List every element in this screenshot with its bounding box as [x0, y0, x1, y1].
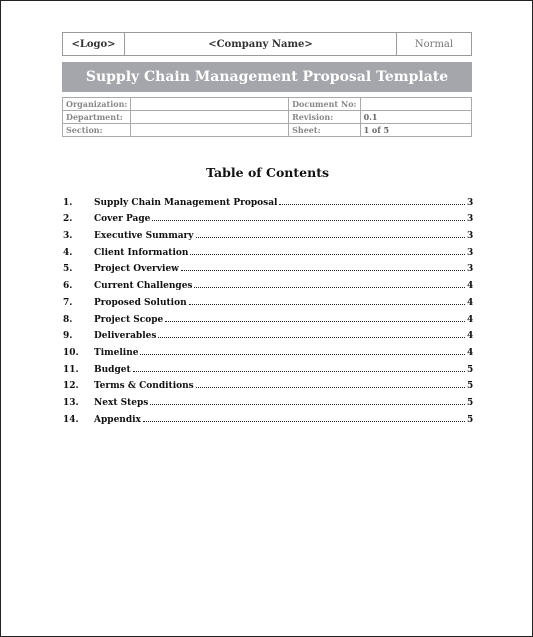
toc-entry-number: 1.: [63, 197, 73, 208]
toc-dot-leader: [150, 404, 465, 405]
toc-entry-number: 7.: [63, 297, 73, 308]
toc-entry-page: 4: [467, 297, 474, 308]
toc-entry[interactable]: [63, 291, 473, 308]
toc-dot-leader: [190, 254, 465, 255]
toc-heading: Table of Contents: [205, 165, 330, 180]
header-table: [62, 32, 472, 56]
toc-dot-leader: [143, 421, 465, 422]
document-no-label: Document No:: [289, 98, 360, 111]
toc-entry[interactable]: [63, 241, 473, 258]
toc-entry-number: 12.: [63, 381, 79, 392]
toc-entry-page: 4: [467, 281, 474, 292]
toc-entry-number: 14.: [63, 414, 79, 425]
document-title: Supply Chain Management Proposal Template: [62, 62, 472, 92]
toc-dot-leader: [189, 304, 465, 305]
revision-label: Revision:: [289, 111, 360, 124]
toc-dot-leader: [194, 287, 465, 288]
revision-value: 0.1: [360, 111, 471, 124]
toc-entry-number: 8.: [63, 314, 73, 325]
toc-dot-leader: [152, 220, 465, 221]
toc-entry[interactable]: [63, 224, 473, 241]
toc-dot-leader: [181, 270, 465, 271]
toc-entry-page: 4: [467, 331, 474, 342]
toc-dot-leader: [133, 371, 465, 372]
toc-entry-page: 5: [467, 381, 474, 392]
toc-entry-page: 3: [467, 231, 474, 242]
organization-label: Organization:: [63, 98, 131, 111]
organization-value: [131, 98, 289, 111]
toc-dot-leader: [165, 321, 465, 322]
toc-entry-label[interactable]: Project Scope: [94, 314, 164, 325]
document-no-value: [360, 98, 471, 111]
toc-entry-label[interactable]: Project Overview: [94, 264, 179, 275]
toc-entry[interactable]: [63, 325, 473, 342]
section-label: Section:: [63, 124, 131, 137]
toc-entry-label[interactable]: Current Challenges: [94, 281, 193, 292]
toc-entry[interactable]: [63, 208, 473, 225]
section-value: [131, 124, 289, 137]
toc-dot-leader: [140, 354, 465, 355]
toc-entry-label[interactable]: Supply Chain Management Proposal: [94, 197, 278, 208]
toc-entry-label[interactable]: Appendix: [94, 414, 141, 425]
toc-entry-label[interactable]: Cover Page: [94, 214, 151, 225]
sheet-value: 1 of 5: [360, 124, 471, 137]
toc-entry-page: 5: [467, 414, 474, 425]
toc-entry-label[interactable]: Proposed Solution: [94, 297, 187, 308]
toc-entry-page: 3: [467, 214, 474, 225]
toc-entry-label[interactable]: Next Steps: [94, 397, 149, 408]
toc-entry-page: 4: [467, 314, 474, 325]
toc-entry-number: 9.: [63, 331, 73, 342]
toc-entry-page: 5: [467, 364, 474, 375]
logo-placeholder: <Logo>: [63, 33, 125, 55]
toc-entry-page: 3: [467, 247, 474, 258]
toc-entry-label[interactable]: Timeline: [94, 347, 139, 358]
toc-entry[interactable]: [63, 191, 473, 208]
toc-entry[interactable]: [63, 274, 473, 291]
toc-entry-number: 3.: [63, 231, 73, 242]
document-status: Normal: [414, 38, 454, 50]
toc-entry-label[interactable]: Client Information: [94, 247, 189, 258]
toc-entry-label[interactable]: Executive Summary: [94, 231, 194, 242]
company-name-placeholder: <Company Name>: [125, 33, 397, 55]
toc-entry-number: 2.: [63, 214, 73, 225]
meta-row: [63, 124, 472, 137]
toc-entry-number: 11.: [63, 364, 79, 375]
toc-entry-label[interactable]: Deliverables: [94, 331, 157, 342]
toc-entry-page: 3: [467, 197, 474, 208]
toc-entry-number: 6.: [63, 281, 73, 292]
toc-entry[interactable]: [63, 408, 473, 425]
toc-dot-leader: [196, 237, 465, 238]
toc-entry-page: 4: [467, 347, 474, 358]
toc-dot-leader: [279, 204, 465, 205]
toc-entry[interactable]: [63, 341, 473, 358]
toc-entry[interactable]: [63, 391, 473, 408]
document-meta-table: [62, 97, 472, 137]
sheet-label: Sheet:: [289, 124, 360, 137]
toc-entry-number: 13.: [63, 397, 79, 408]
department-label: Department:: [63, 111, 131, 124]
toc-entry-number: 4.: [63, 247, 73, 258]
toc-entry-page: 5: [467, 397, 474, 408]
toc-entry-label[interactable]: Terms & Conditions: [94, 381, 194, 392]
toc-entry-number: 5.: [63, 264, 73, 275]
toc-entry-number: 10.: [63, 347, 79, 358]
meta-row: [63, 98, 472, 111]
toc-entry[interactable]: [63, 375, 473, 392]
toc-entry[interactable]: [63, 308, 473, 325]
meta-row: [63, 111, 472, 124]
toc-entry[interactable]: [63, 258, 473, 275]
department-value: [131, 111, 289, 124]
toc-list: [63, 191, 473, 425]
toc-entry-label[interactable]: Budget: [94, 364, 131, 375]
toc-dot-leader: [158, 337, 465, 338]
toc-entry[interactable]: [63, 358, 473, 375]
toc-dot-leader: [196, 387, 465, 388]
toc-entry-page: 3: [467, 264, 474, 275]
